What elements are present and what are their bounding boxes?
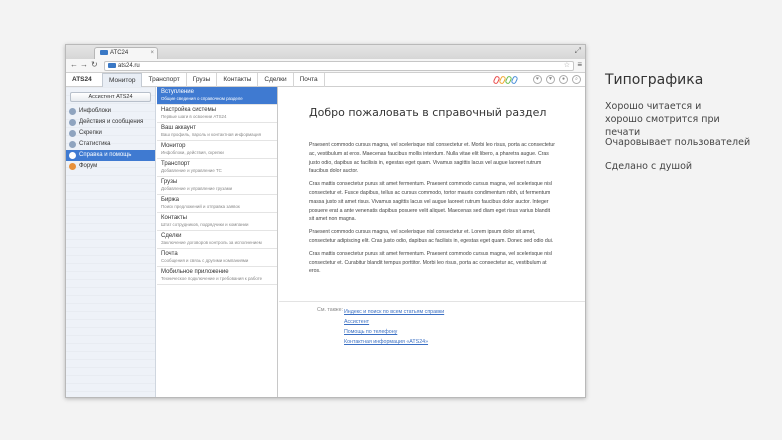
nav-tab[interactable]: Монитор	[102, 73, 142, 87]
window-resize-icon[interactable]: ⤢	[574, 46, 581, 55]
search-icon[interactable]: ⌕	[572, 75, 581, 84]
nav-tab[interactable]: Транспорт	[142, 73, 186, 87]
sidebar-item[interactable]	[66, 139, 155, 150]
help-topic-title: Сделки	[161, 233, 182, 239]
url-field[interactable]	[104, 61, 574, 71]
app-header	[66, 73, 585, 87]
help-topic-list	[157, 87, 278, 398]
help-topic-title: Мобильное приложение	[161, 269, 229, 275]
help-topic-title: Грузы	[161, 179, 178, 185]
help-topic-title: Биржа	[161, 197, 179, 203]
content-paragraph: Cras mattis consectetur purus sit amet fermentum. Praesent commodo cursus magna, vel scelerisque nisl consectetur et. Fusce dapibus, tellus ac cursus commodo, tortor mauris condimentum nibh, ut fermentum massa justo sit amet risus. Vivamus sagittis lacus vel augue laoreet rutrum faucibus dolor auctor. Integer posuere erat a ante venenatis dapibus posuere velit aliquet. Maecenas sed diam eget risus varius blandit sit amet non magna.	[309, 181, 553, 223]
promo-title: Типографика	[605, 72, 704, 88]
nav-tab[interactable]: Почта	[294, 73, 325, 87]
sidebar-item-label: Скрепки	[79, 130, 102, 136]
stats-icon	[69, 141, 76, 148]
help-topic-title: Контакты	[161, 215, 187, 221]
help-topic-item[interactable]	[157, 159, 277, 177]
actions-icon	[69, 119, 76, 126]
forward-arrow-icon[interactable]: →	[80, 60, 88, 69]
main-nav	[102, 73, 325, 87]
app-logo[interactable]: ATS24	[72, 76, 92, 83]
help-topic-item[interactable]	[157, 231, 277, 249]
help-topic-subtitle: Добавление и управление ТС	[161, 168, 222, 173]
help-topic-title: Вступление	[161, 89, 194, 95]
forum-icon	[69, 163, 76, 170]
sidebar-item[interactable]	[66, 161, 155, 172]
see-also-label: См. также:	[317, 307, 344, 313]
info-icon	[69, 108, 76, 115]
promo-line: Очаровывает пользователей	[605, 137, 751, 148]
see-also-link[interactable]: Ассистент	[344, 319, 370, 325]
left-sidebar	[66, 87, 156, 398]
help-topic-item[interactable]	[157, 177, 277, 195]
browser-tab[interactable]	[94, 47, 158, 59]
help-topic-title: Почта	[161, 251, 178, 257]
help-topic-subtitle: Общие сведения о справочном разделе	[161, 96, 243, 101]
bookmark-star-icon[interactable]: ☆	[563, 62, 570, 69]
help-topic-title: Монитор	[161, 143, 186, 149]
help-topic-item[interactable]	[157, 141, 277, 159]
help-topic-subtitle: Добавление и управление грузами	[161, 186, 233, 191]
url-favicon-icon	[108, 63, 116, 68]
promo-line: Хорошо читается и хорошо смотрится при печати	[605, 101, 720, 138]
content-body	[309, 141, 555, 280]
clip-icons	[494, 76, 517, 84]
help-topic-subtitle: Поиск предложений и отправка заявок	[161, 204, 240, 209]
url-text: ats24.ru	[118, 63, 140, 69]
help-topic-subtitle: Штат сотрудников, подрядчики и компании	[161, 222, 249, 227]
nav-tab[interactable]: Грузы	[187, 73, 218, 87]
help-topic-subtitle: Заключение договоров контроль за исполнением	[161, 240, 262, 245]
help-topic-item[interactable]	[157, 123, 277, 141]
content-divider	[279, 301, 586, 302]
sidebar-item[interactable]	[66, 128, 155, 139]
help-topic-title: Настройка системы	[161, 107, 217, 113]
help-content	[279, 87, 586, 398]
browser-menu-icon[interactable]: ≡	[577, 60, 582, 69]
help-topic-title: Ваш аккаунт	[161, 125, 196, 131]
promo-line: Сделано с душой	[605, 161, 693, 172]
help-icon	[69, 152, 76, 159]
see-also-links	[344, 307, 444, 347]
tab-title: ATC24	[110, 50, 129, 56]
help-topic-item[interactable]	[157, 87, 277, 105]
browser-titlebar	[66, 45, 585, 59]
header-icons	[533, 75, 581, 84]
nav-tab[interactable]: Контакты	[217, 73, 258, 87]
sidebar-item[interactable]	[66, 150, 155, 161]
sidebar-item[interactable]	[66, 106, 155, 117]
address-bar-row	[66, 59, 585, 73]
heart-icon[interactable]: ♥	[533, 75, 542, 84]
tab-close-icon[interactable]: ×	[150, 50, 154, 56]
help-topic-subtitle: Инфоблоки, действия, скрепки	[161, 150, 224, 155]
sidebar-item-label: Статистика	[79, 141, 111, 147]
sidebar-item-label: Форум	[79, 163, 98, 169]
content-heading: Добро пожаловать в справочный раздел	[309, 106, 547, 119]
help-topic-subtitle: Ваш профиль, пароль и контактная информация	[161, 132, 261, 137]
clip-icon	[69, 130, 76, 137]
help-topic-item[interactable]	[157, 105, 277, 123]
filter-icon[interactable]: ▼	[546, 75, 555, 84]
help-topic-item[interactable]	[157, 213, 277, 231]
sidebar-item-label: Инфоблоки	[79, 108, 111, 114]
favicon-icon	[100, 50, 108, 55]
sidebar-item-label: Справка и помощь	[79, 152, 132, 158]
help-topic-item[interactable]	[157, 267, 277, 285]
see-also-link[interactable]: Контактная информация «ATS24»	[344, 339, 429, 345]
see-also-link[interactable]: Индекс и поиск по всем статьям справки	[344, 309, 445, 315]
help-topic-subtitle: Сообщения и связь с другими компаниями	[161, 258, 249, 263]
help-topic-subtitle: Первые шаги в освоении ATS24	[161, 114, 227, 119]
browser-window	[65, 44, 586, 398]
help-topic-item[interactable]	[157, 195, 277, 213]
assistant-button[interactable]: Ассистент ATS24	[70, 92, 151, 102]
see-also-link[interactable]: Помощь по телефону	[344, 329, 398, 335]
content-paragraph: Praesent commodo cursus magna, vel scelerisque nisl consectetur et. Lorem ipsum dolor sit amet, consectetur adipiscing elit. Cras justo odio, dapibus ac facilisis in, egestas eget quam. Donec sed odio dui.	[309, 229, 554, 244]
back-arrow-icon[interactable]: ←	[70, 60, 78, 69]
nav-tab[interactable]: Сделки	[258, 73, 293, 87]
user-icon[interactable]: ●	[559, 75, 568, 84]
sidebar-item-label: Действия и сообщения	[79, 119, 144, 125]
content-paragraph: Cras mattis consectetur purus sit amet fermentum. Praesent commodo cursus magna, vel scelerisque nisl consectetur et. Curabitur blandit tempus porttitor. Morbi leo risus, porta ac consectetur ac, vestibulum at eros.	[309, 250, 553, 275]
reload-icon[interactable]: ↻	[91, 60, 98, 69]
help-topic-item[interactable]	[157, 249, 277, 267]
help-topic-subtitle: Техническое подключение и требования к работе	[161, 276, 263, 281]
help-topic-title: Транспорт	[161, 161, 190, 167]
sidebar-item[interactable]	[66, 117, 155, 128]
content-paragraph: Praesent commodo cursus magna, vel scelerisque nisl consectetur et. Morbi leo risus, porta ac consectetur ac, vestibulum at eros. Maecenas faucibus mollis interdum. Nulla vitae elit libero, a pharetra augue. Cras justo odio, dapibus ac facilisis in, egestas eget quam. Vivamus sagittis lacus vel augue laoreet rutrum faucibus dolor auctor.	[309, 142, 555, 175]
